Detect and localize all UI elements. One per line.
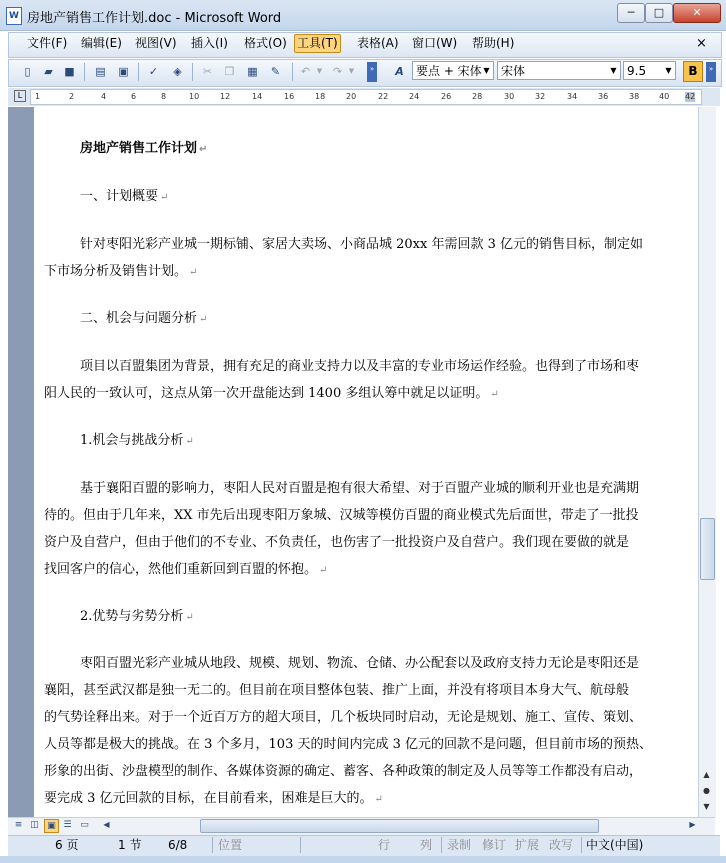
style-combo[interactable] <box>412 61 494 80</box>
paragraph-mark: ↵ <box>189 267 198 278</box>
print-icon[interactable]: ▤ <box>95 65 106 78</box>
close-document-icon[interactable]: × <box>696 36 707 51</box>
ruler-tick: 36 <box>598 92 609 101</box>
redo-dropdown-icon[interactable]: ▼ <box>348 67 355 75</box>
ruler-tick: 16 <box>284 92 295 101</box>
scroll-right-icon[interactable]: ▶ <box>689 820 696 829</box>
status-record[interactable]: 录制 <box>447 838 472 852</box>
paragraph-line[interactable]: 基于襄阳百盟的影响力，枣阳人民对百盟是抱有很大希望、对于百盟产业城的顺利开业也是充满期 <box>80 481 640 496</box>
heading-swot[interactable]: 2.优势与劣势分析 ↵ <box>80 609 194 624</box>
status-divider <box>441 837 442 853</box>
paste-icon[interactable]: ▦ <box>247 65 258 78</box>
status-column: 列 <box>420 838 433 852</box>
status-page: 6 页 <box>55 838 79 852</box>
paragraph-line[interactable]: 资户及自营户，但由于他们的不专业、不负责任，也伤害了一批投资户及自营户。我们现在要做的就是 <box>44 535 630 550</box>
paragraph-line[interactable]: 的气势诠释出来。对于一个近百万方的超大项目，几个板块同时启动，无论是规划、施工、宣传、策划、 <box>44 710 643 725</box>
menu-view[interactable]: 视图(V) <box>135 36 177 50</box>
undo-icon[interactable]: ↶ <box>300 65 311 78</box>
undo-dropdown-icon[interactable]: ▼ <box>316 67 323 75</box>
ruler-tick: 18 <box>315 92 326 101</box>
ruler-tick: 30 <box>504 92 515 101</box>
previous-page-icon[interactable]: ▲ <box>703 770 710 779</box>
status-divider <box>581 837 582 853</box>
ruler-tick: 28 <box>472 92 483 101</box>
heading-plan-summary[interactable]: 一、计划概要 ↵ <box>80 189 169 204</box>
font-size-combo[interactable] <box>623 61 676 80</box>
status-divider <box>212 837 213 853</box>
copy-icon[interactable]: ❐ <box>224 65 235 78</box>
toolbar-divider <box>138 63 139 81</box>
ruler-tick: 24 <box>409 92 420 101</box>
ruler-tick: 40 <box>659 92 670 101</box>
menu-insert[interactable]: 插入(I) <box>191 36 228 50</box>
next-page-icon[interactable]: ▼ <box>703 802 710 811</box>
document-title[interactable]: 房地产销售工作计划 ↵ <box>80 141 208 156</box>
menu-table[interactable]: 表格(A) <box>357 36 399 50</box>
status-position: 位置 <box>218 838 243 852</box>
toolbar-divider <box>192 63 193 81</box>
paragraph-line[interactable]: 下市场分析及销售计划。 ↵ <box>44 264 198 279</box>
heading-challenges[interactable]: 1.机会与挑战分析 ↵ <box>80 433 194 448</box>
close-window-button[interactable]: ✕ <box>673 3 721 23</box>
toolbar-options-icon[interactable]: » <box>367 62 377 82</box>
toolbar-options-icon[interactable]: » <box>706 62 716 82</box>
ruler-tick: 1 <box>35 92 41 101</box>
paragraph-mark: ↵ <box>199 144 208 155</box>
paragraph-mark: ↵ <box>160 192 169 203</box>
spelling-check-icon[interactable]: ✓ <box>148 65 159 78</box>
paragraph-line[interactable]: 找回客户的信心，然他们重新回到百盟的怀抱。 ↵ <box>44 562 328 577</box>
paragraph-mark: ↵ <box>199 314 208 325</box>
window-title: 房地产销售工作计划.doc - Microsoft Word <box>27 11 282 26</box>
ruler-tick: 26 <box>441 92 452 101</box>
paragraph-line[interactable]: 要完成 3 亿元回款的目标，在目前看来，困难是巨大的。 ↵ <box>44 791 383 806</box>
paragraph-line[interactable]: 人员等都是极大的挑战。在 3 个多月，103 天的时间内完成 3 亿元的回款不是问题，但目前市场的预热、 <box>44 737 653 752</box>
chevron-down-icon[interactable]: ▼ <box>483 66 490 75</box>
horizontal-ruler[interactable] <box>30 89 702 105</box>
status-divider <box>300 837 301 853</box>
font-size-value: 9.5 <box>627 64 647 78</box>
paragraph-line[interactable]: 项目以百盟集团为背景，拥有充足的商业支持力以及丰富的专业市场运作经验。也得到了市场和枣 <box>80 359 640 374</box>
tab-selector[interactable]: L <box>14 90 26 102</box>
bold-button[interactable]: B <box>683 61 703 82</box>
paragraph-line[interactable]: 枣阳百盟光彩产业城从地段、规模、规划、物流、仓储、办公配套以及政府支持力无论是枣阳还是 <box>80 656 640 671</box>
ruler-tick: 42 <box>685 92 696 101</box>
save-icon[interactable]: ■ <box>64 65 75 78</box>
status-overtype[interactable]: 改写 <box>549 838 574 852</box>
toolbar-divider <box>292 63 293 81</box>
page-view-icon[interactable]: ▣ <box>44 819 59 833</box>
outline-view-icon[interactable]: ☰ <box>63 820 72 830</box>
toolbar-divider <box>84 63 85 81</box>
vertical-scrollbar[interactable] <box>698 107 716 817</box>
chevron-down-icon[interactable]: ▼ <box>665 66 672 75</box>
vertical-scroll-thumb[interactable] <box>700 518 715 580</box>
status-page-of: 6/8 <box>168 838 188 852</box>
cut-icon[interactable]: ✂ <box>202 65 213 78</box>
paragraph-line[interactable]: 待的。但由于几年来，XX 市先后出现枣阳万象城、汉城等模仿百盟的商业模式先后面世，带走了一批投 <box>44 508 639 523</box>
web-view-icon[interactable]: ◫ <box>30 820 39 830</box>
reading-view-icon[interactable]: ▭ <box>80 820 89 830</box>
word-document-icon[interactable]: W <box>6 7 22 25</box>
window-bottom-border <box>0 856 726 863</box>
ruler-tick: 6 <box>131 92 137 101</box>
new-document-icon[interactable]: ▯ <box>24 65 31 78</box>
ruler-tick: 32 <box>535 92 546 101</box>
font-combo-value: 宋体 <box>501 64 526 78</box>
menu-tools[interactable]: 工具(T) <box>294 34 341 53</box>
paragraph-mark: ↵ <box>185 612 194 623</box>
ruler-tick: 14 <box>252 92 263 101</box>
paragraph-mark: ↵ <box>374 794 383 805</box>
ruler-tick: 34 <box>567 92 578 101</box>
minimize-button[interactable]: ─ <box>617 3 645 23</box>
styles-pane-icon[interactable]: A <box>395 65 404 78</box>
paragraph-line[interactable]: 襄阳，甚至武汉都是独一无二的。但目前在项目整体包装、推广上面，并没有将项目本身大气、航母般 <box>44 683 630 698</box>
menu-file[interactable]: 文件(F) <box>27 36 68 50</box>
print-preview-icon[interactable]: ▣ <box>118 65 129 78</box>
ruler-tick: 22 <box>378 92 389 101</box>
paragraph-line[interactable]: 形象的出街、沙盘模型的制作、各媒体资源的确定、蓄客、各种政策的制定及人员等等工作都没有启动， <box>44 764 643 779</box>
status-extend[interactable]: 扩展 <box>515 838 540 852</box>
ruler-tick: 8 <box>161 92 167 101</box>
ruler-tick: 12 <box>220 92 231 101</box>
status-track-changes[interactable]: 修订 <box>482 838 507 852</box>
heading-opportunities[interactable]: 二、机会与问题分析 ↵ <box>80 311 208 326</box>
horizontal-scroll-thumb[interactable] <box>200 819 599 833</box>
format-painter-icon[interactable]: ✎ <box>270 65 281 78</box>
redo-icon[interactable]: ↷ <box>332 65 343 78</box>
menu-edit[interactable]: 编辑(E) <box>81 36 122 50</box>
ruler-tick: 4 <box>101 92 107 101</box>
ruler-tick: 20 <box>346 92 357 101</box>
paragraph-line[interactable]: 阳人民的一致认可，这点从第一次开盘能达到 1400 多组认筹中就足以证明。 ↵ <box>44 386 499 401</box>
chevron-down-icon[interactable]: ▼ <box>610 66 617 75</box>
status-line: 行 <box>378 838 391 852</box>
ruler-tick: 2 <box>69 92 75 101</box>
document-page[interactable] <box>34 107 698 817</box>
scroll-left-icon[interactable]: ◀ <box>103 820 110 829</box>
menu-window[interactable]: 窗口(W) <box>412 36 458 50</box>
paragraph-mark: ↵ <box>490 389 499 400</box>
menu-format[interactable]: 格式(O) <box>244 36 287 50</box>
open-folder-icon[interactable]: ▰ <box>44 65 53 78</box>
font-combo[interactable] <box>497 61 621 80</box>
style-combo-value: 要点 + 宋体 <box>416 64 482 78</box>
select-browse-object-icon[interactable]: ● <box>703 786 710 795</box>
ruler-tick: 10 <box>189 92 200 101</box>
paragraph-mark: ↵ <box>185 436 194 447</box>
paragraph-mark: ↵ <box>319 565 328 576</box>
normal-view-icon[interactable]: ≡ <box>14 820 23 830</box>
ruler-tick: 38 <box>629 92 640 101</box>
maximize-button[interactable]: □ <box>645 3 673 23</box>
status-language[interactable]: 中文(中国) <box>586 838 644 852</box>
paragraph-line[interactable]: 针对枣阳光彩产业城一期标铺、家居大卖场、小商品城 20xx 年需回款 3 亿元的销售目标，制定如 <box>80 237 644 252</box>
research-icon[interactable]: ◈ <box>173 65 182 78</box>
menu-help[interactable]: 帮助(H) <box>472 36 515 50</box>
status-section: 1 节 <box>118 838 142 852</box>
